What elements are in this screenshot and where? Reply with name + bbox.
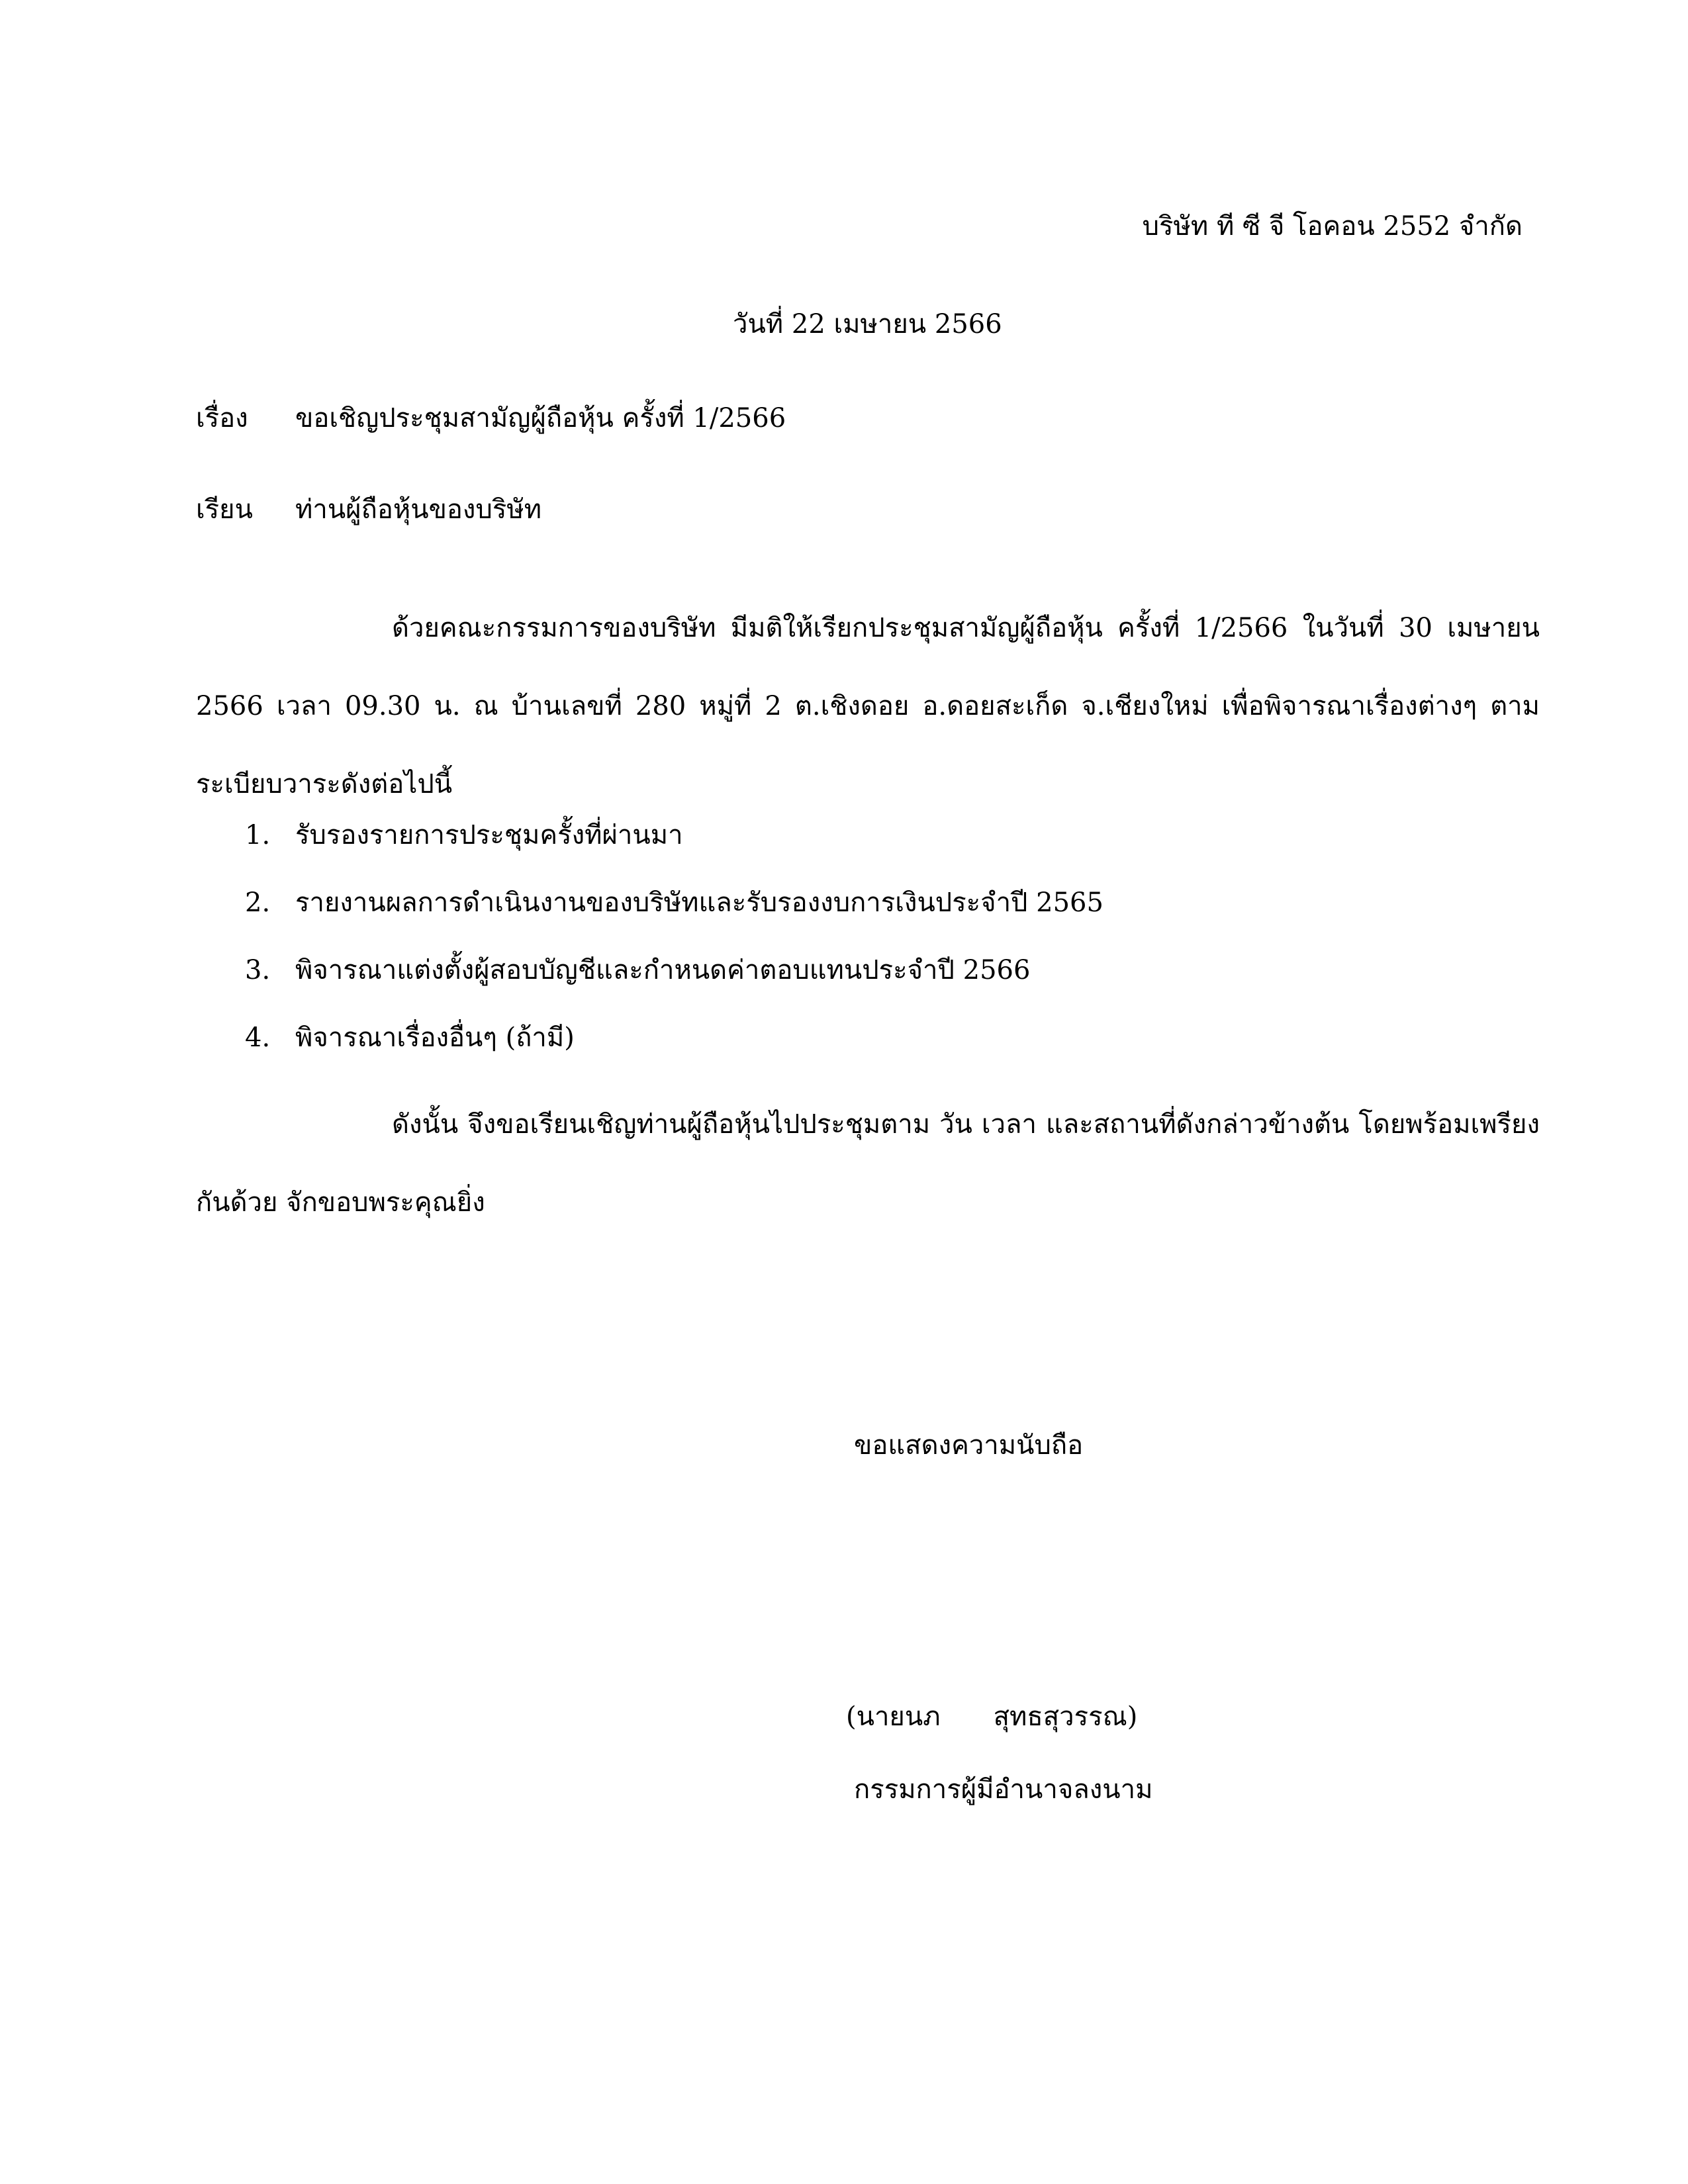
agenda-item-number: 4. [245,1023,271,1053]
signer-name [846,1701,1137,1733]
salutation-label: เรียน [196,494,253,525]
salutation-text: ท่านผู้ถือหุ้นของบริษัท [295,494,542,525]
agenda-item [245,1022,1103,1089]
signer-last-name: สุทธสุวรรณ) [993,1702,1138,1732]
body-paragraph-invitation: ด้วยคณะกรรมการของบริษัท มีมติให้เรียกประชุมสามัญผู้ถือหุ้น ครั้งที่ 1/2566 ในวันที่ 30 เมษายน 2566 เวลา 09.30 น. ณ บ้านเลขที่ 280 หมู่ที่ 2 ต.เชิงดอย อ.ดอยสะเก็ด จ.เชียงใหม่ เพื่อพิจารณาเรื่องต่างๆ ตามระเบียบวาระดังต่อไปนี้ [196,613,1540,799]
agenda-item-text: รายงานผลการดำเนินงานของบริษัทและรับรองงบการเงินประจำปี 2565 [295,887,1103,918]
agenda-item-number: 1. [245,820,271,850]
agenda-item-text: รับรองรายการประชุมครั้งที่ผ่านมา [295,820,683,850]
letter-date: วันที่ 22 เมษายน 2566 [733,309,1002,340]
complimentary-close: ขอแสดงความนับถือ [854,1430,1084,1461]
signer-first-name: (นายนภ [846,1702,941,1732]
agenda-item-number: 3. [245,955,271,985]
subject-text: ขอเชิญประชุมสามัญผู้ถือหุ้น ครั้งที่ 1/2566 [295,403,786,433]
agenda-item [245,887,1103,954]
agenda-item-text: พิจารณาเรื่องอื่นๆ (ถ้ามี) [295,1023,575,1053]
company-name: บริษัท ที ซี จี โอคอน 2552 จำกัด [1142,211,1523,242]
agenda-list [245,819,1103,1089]
agenda-item [245,819,1103,887]
agenda-item-number: 2. [245,887,271,918]
signer-title: กรรมการผู้มีอำนาจลงนาม [854,1774,1153,1805]
agenda-item [245,954,1103,1022]
subject-label: เรื่อง [196,403,248,433]
body-paragraph-closing-request: ดังนั้น จึงขอเรียนเชิญท่านผู้ถือหุ้นไปประชุมตาม วัน เวลา และสถานที่ดังกล่าวข้างต้น โดยพร้อมเพรียงกันด้วย จักขอบพระคุณยิ่ง [196,1109,1540,1218]
agenda-item-text: พิจารณาแต่งตั้งผู้สอบบัญชีและกำหนดค่าตอบแทนประจำปี 2566 [295,955,1031,985]
